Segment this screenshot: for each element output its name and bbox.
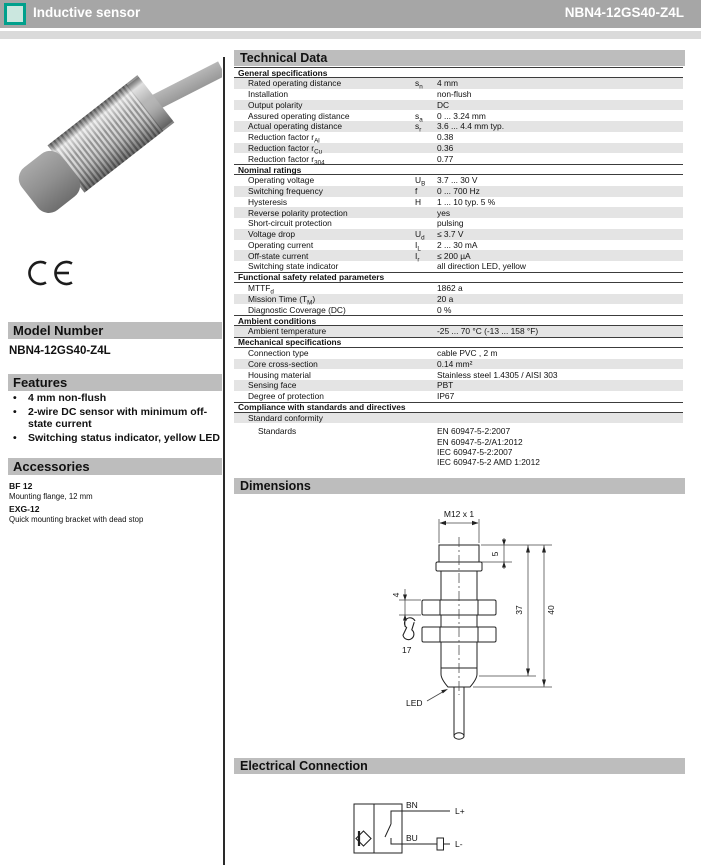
spec-label: Operating voltage xyxy=(248,175,315,186)
spec-value: EN 60947-5-2:2007 EN 60947-5-2/A1:2012 IEC 60947-5-2:2007 IEC 60947-5-2 AMD 1:2012 xyxy=(437,426,540,468)
spec-symbol: H xyxy=(415,196,422,207)
spec-row xyxy=(234,110,683,124)
header-model-number: NBN4-12GS40-Z4L xyxy=(564,5,684,20)
spec-label: Hysteresis xyxy=(248,196,288,207)
technical-data-section-title: Technical Data xyxy=(234,50,685,66)
spec-row xyxy=(234,100,683,111)
spec-value: 0 ... 3.24 mm xyxy=(437,110,486,121)
spec-row xyxy=(234,304,683,315)
spec-value: Stainless steel 1.4305 / AISI 303 xyxy=(437,369,558,380)
spec-value: -25 ... 70 °C (-13 ... 158 °F) xyxy=(437,326,539,337)
spec-category: Nominal ratings xyxy=(234,164,683,175)
feature-item: • 2-wire DC sensor with minimum off-state current xyxy=(9,407,221,430)
spec-row xyxy=(234,250,683,264)
dim-tip-label: 5 xyxy=(490,551,500,557)
accessory-description: Mounting flange, 12 mm xyxy=(9,492,93,501)
spec-value: DC xyxy=(437,99,450,110)
spec-label: Ambient temperature xyxy=(248,326,327,337)
spec-value: PBT xyxy=(437,380,454,391)
sensor-body xyxy=(11,75,174,221)
spec-row xyxy=(234,359,683,370)
spec-row xyxy=(234,380,683,391)
spec-table xyxy=(234,67,683,468)
spec-label: Off-state current xyxy=(248,250,309,261)
spec-row xyxy=(234,218,683,229)
spec-row xyxy=(234,175,683,189)
spec-label: Switching frequency xyxy=(248,186,323,197)
spec-label: Housing material xyxy=(248,369,311,380)
features-section-title: Features xyxy=(8,374,222,391)
electrical-section-title: Electrical Connection xyxy=(234,758,685,774)
wire-bu-label: BU xyxy=(406,833,418,843)
spec-category: Compliance with standards and directives xyxy=(234,402,683,413)
spec-symbol: $s_r$ xyxy=(415,121,422,135)
spec-symbol: $U_d$ xyxy=(415,229,425,242)
led-label: LED xyxy=(406,698,423,708)
column-divider xyxy=(223,57,225,865)
spec-label: Connection type xyxy=(248,348,309,359)
lplus-label: L+ xyxy=(455,806,465,816)
spec-value: non-flush xyxy=(437,89,472,100)
spec-symbol: $I_r$ xyxy=(415,250,420,264)
spec-category: Mechanical specifications xyxy=(234,337,683,348)
spec-label: Output polarity xyxy=(248,99,303,110)
dim-total-label: 40 xyxy=(546,605,556,615)
spec-label: Operating current xyxy=(248,239,314,250)
page-title: Inductive sensor xyxy=(33,5,141,20)
spec-label: Switching state indicator xyxy=(248,261,339,272)
accessory-name: EXG-12 xyxy=(9,504,40,514)
spec-row xyxy=(234,153,683,167)
spec-label: Actual operating distance xyxy=(248,121,343,132)
spec-value: ≤ 200 µA xyxy=(437,250,471,261)
spec-symbol: f xyxy=(415,186,418,197)
spec-label: Assured operating distance xyxy=(248,110,350,121)
spec-value: all direction LED, yellow xyxy=(437,261,526,272)
spec-value: 0 ... 700 Hz xyxy=(437,186,480,197)
spec-row xyxy=(234,186,683,197)
spec-symbol: $s_n$ xyxy=(415,78,423,92)
wire-bn-label: BN xyxy=(406,800,418,810)
spec-row xyxy=(234,132,683,143)
spec-label: Reduction factor $r_{Al}$ xyxy=(248,132,320,145)
spec-value: 2 ... 30 mA xyxy=(437,239,478,250)
spec-label: Degree of protection xyxy=(248,391,324,402)
spec-label: Voltage drop xyxy=(248,229,296,240)
spec-category: General specifications xyxy=(234,67,683,78)
spec-label: Sensing face xyxy=(248,380,297,391)
spec-label: Short-circuit protection xyxy=(248,218,332,229)
spec-row xyxy=(234,369,683,380)
spec-value: yes xyxy=(437,207,451,218)
spec-row xyxy=(234,261,683,272)
spec-label: Reverse polarity protection xyxy=(248,207,348,218)
spec-value: 0.14 mm² xyxy=(437,358,473,369)
spec-value: 0.38 xyxy=(437,132,454,143)
spec-row xyxy=(234,121,683,135)
spec-value: 3.7 ... 30 V xyxy=(437,175,478,186)
spec-label: Mission Time $(T_M)$ xyxy=(248,293,316,307)
spec-value: 0.36 xyxy=(437,142,454,153)
model-number-value: NBN4-12GS40-Z4L xyxy=(9,345,111,357)
spec-value: ≤ 3.7 V xyxy=(437,229,464,240)
electrical-schematic xyxy=(234,778,685,865)
feature-item: • Switching status indicator, yellow LED xyxy=(9,433,221,445)
spec-value: 3.6 ... 4.4 mm typ. xyxy=(437,121,505,132)
dim-body-label: 37 xyxy=(514,605,524,615)
spec-value: 1 ... 10 typ. 5 % xyxy=(437,196,496,207)
spec-symbol: $I_L$ xyxy=(415,239,421,253)
dimensions-section-title: Dimensions xyxy=(234,478,685,494)
spec-row xyxy=(234,326,683,337)
spec-label: Standard conformity xyxy=(248,412,323,423)
spec-row xyxy=(234,78,683,92)
spec-value: 1862 a xyxy=(437,283,463,294)
accessory-name: BF 12 xyxy=(9,481,33,491)
spec-label: Diagnostic Coverage (DC) xyxy=(248,304,346,315)
spec-value: 0 % xyxy=(437,304,452,315)
dimension-drawing xyxy=(234,497,685,755)
spec-row xyxy=(234,391,683,402)
spec-value: 20 a xyxy=(437,293,454,304)
technical-column xyxy=(234,0,685,865)
spec-label: Installation xyxy=(248,89,289,100)
ce-mark-icon xyxy=(24,258,76,288)
spec-row xyxy=(234,89,683,100)
spec-symbol: $s_a$ xyxy=(415,110,423,124)
accessory-description: Quick mounting bracket with dead stop xyxy=(9,515,144,524)
spec-category: Ambient conditions xyxy=(234,315,683,326)
features-list xyxy=(9,393,221,447)
spec-label: Standards xyxy=(258,426,297,437)
spec-label: Core cross-section xyxy=(248,358,318,369)
model-number-section-title: Model Number xyxy=(8,322,222,339)
dim-thread-label: M12 x 1 xyxy=(443,509,475,519)
accessories-section-title: Accessories xyxy=(8,458,222,475)
spec-row xyxy=(234,143,683,154)
spec-row xyxy=(234,294,683,305)
wrench-size-label: 17 xyxy=(402,645,412,655)
spec-row xyxy=(234,207,683,218)
spec-row xyxy=(234,283,683,294)
spec-row xyxy=(234,229,683,240)
spec-label: Reduction factor $r_{304}$ xyxy=(248,153,325,167)
spec-value: 0.77 xyxy=(437,153,454,164)
spec-label: Reduction factor $r_{Cu}$ xyxy=(248,142,323,156)
spec-symbol: $U_B$ xyxy=(415,175,426,189)
spec-row-standards xyxy=(234,426,683,468)
spec-row xyxy=(234,197,683,208)
spec-value: cable PVC , 2 m xyxy=(437,348,498,359)
load-symbol xyxy=(437,838,444,850)
accessories-list xyxy=(9,478,221,524)
spec-category: Functional safety related parameters xyxy=(234,272,683,283)
spec-label: $MTTF_d$ xyxy=(248,283,274,296)
spec-value: 4 mm xyxy=(437,78,458,89)
spec-row xyxy=(234,413,683,424)
spec-value: pulsing xyxy=(437,218,464,229)
wrench-icon xyxy=(403,618,415,640)
spec-row xyxy=(234,348,683,359)
spec-label: Rated operating distance xyxy=(248,78,342,89)
spec-value: IP67 xyxy=(437,391,455,402)
brand-logo xyxy=(4,3,26,25)
lminus-label: L- xyxy=(455,839,463,849)
feature-item: • 4 mm non-flush xyxy=(9,393,221,405)
dim-nut-label: 4 xyxy=(391,592,401,598)
spec-row xyxy=(234,240,683,251)
